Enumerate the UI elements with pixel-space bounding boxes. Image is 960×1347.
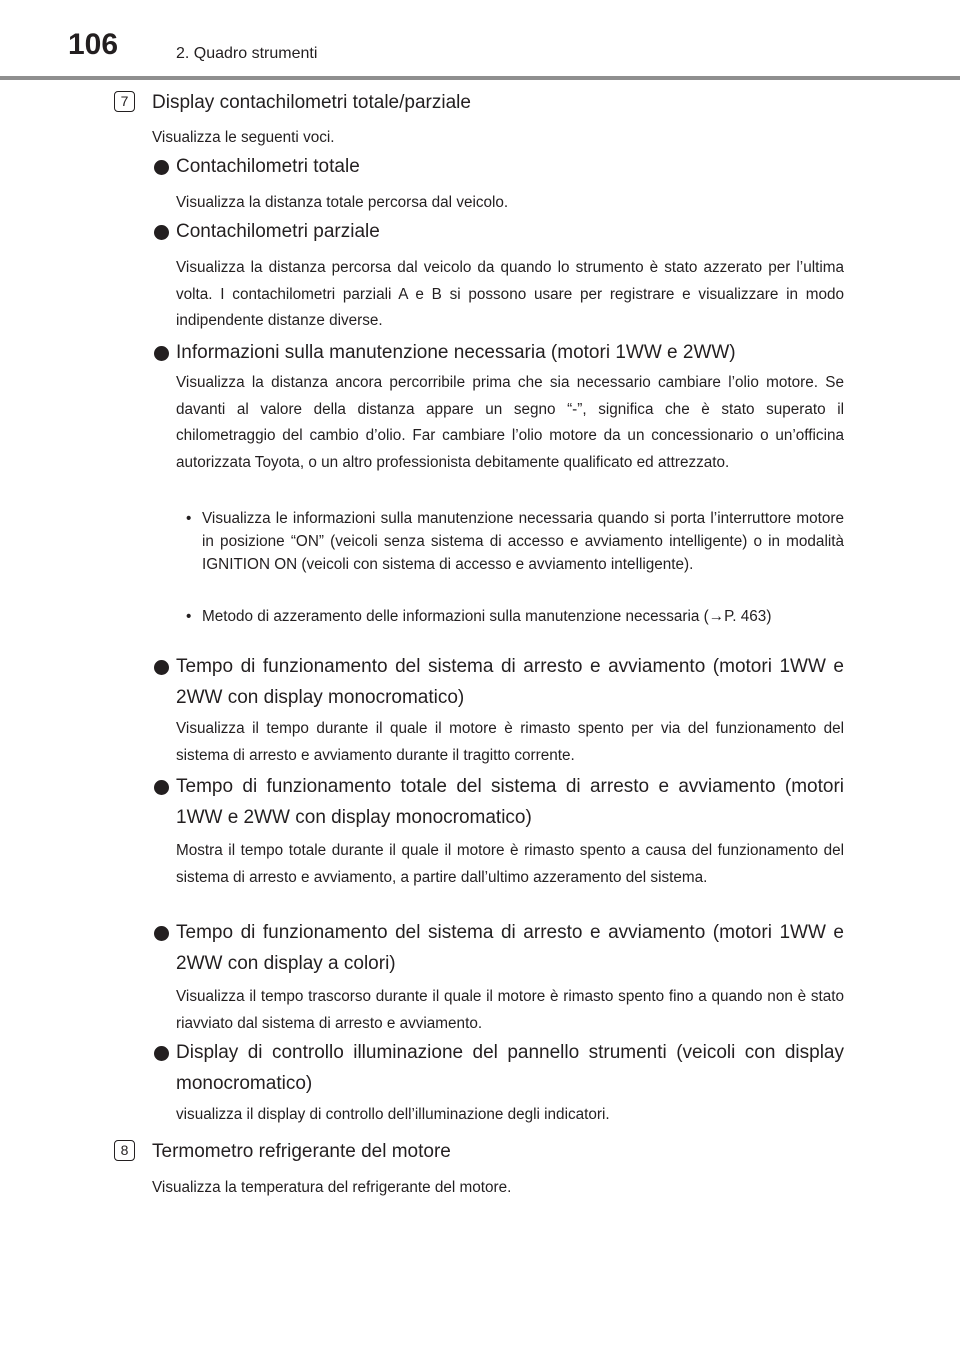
item-title: Tempo di funzionamento del sistema di arresto e avviamento (motori 1WW e 2WW con display a colori) [176, 922, 844, 974]
item-text: Visualizza la distanza percorsa dal veicolo da quando lo strumento è stato azzerato per l’ultima volta. I contachilometri parziali A e B si possono usare per registrare e visualizzare in modo indipendente distanze diverse. [176, 259, 844, 329]
item-text: Visualizza il tempo durante il quale il motore è rimasto spento per via del funzionamento del sistema di arresto e avviamento durante il tragitto corrente. [176, 720, 844, 764]
note-item [186, 507, 844, 576]
bullet-icon [154, 660, 169, 675]
header-divider [0, 76, 960, 80]
section-intro: Visualizza la temperatura del refrigerante del motore. [152, 1179, 512, 1196]
item-text: Visualizza il tempo trascorso durante il quale il motore è rimasto spento fino a quando non è stato riavviato dal sistema di arresto e avviamento. [176, 988, 844, 1032]
bullet-icon [154, 1046, 169, 1061]
section-marker-8: 8 [114, 1140, 135, 1161]
item-title: Tempo di funzionamento totale del sistema di arresto e avviamento (motori 1WW e 2WW con display monocromatico) [176, 776, 844, 828]
item-title: Tempo di funzionamento del sistema di arresto e avviamento (motori 1WW e 2WW con display monocromatico) [176, 656, 844, 708]
note-item [186, 605, 844, 628]
bullet-icon [154, 780, 169, 795]
section-marker-7: 7 [114, 91, 135, 112]
bullet-icon [154, 225, 169, 240]
item-title: Display di controllo illuminazione del pannello strumenti (veicoli con display monocromatico) [176, 1042, 844, 1094]
item-text: Mostra il tempo totale durante il quale il motore è rimasto spento a causa del funzionamento del sistema di arresto e avviamento, a partire dall’ultimo azzeramento del sistema. [176, 842, 844, 886]
chapter-title: 2. Quadro strumenti [176, 45, 318, 62]
page-number: 106 [68, 28, 119, 61]
note-text: Metodo di azzeramento delle informazioni sulla manutenzione necessaria (→P. 463) [202, 608, 772, 625]
section-intro: Visualizza le seguenti voci. [152, 129, 335, 146]
dot-bullet-icon: • [186, 510, 192, 527]
page-header [0, 0, 960, 80]
note-text: Visualizza le informazioni sulla manutenzione necessaria quando si porta l’interruttore motore in posizione “ON” (veicoli senza sistema di accesso e avviamento intelligente) o in modalità IGNITION ON (veicoli con sistema di accesso e avviamento intelligente). [202, 510, 844, 573]
item-text: Visualizza la distanza totale percorsa dal veicolo. [176, 194, 509, 211]
item-title: Informazioni sulla manutenzione necessaria (motori 1WW e 2WW) [176, 342, 736, 363]
item-text: visualizza il display di controllo dell’illuminazione degli indicatori. [176, 1106, 610, 1123]
section-title: Display contachilometri totale/parziale [152, 92, 471, 113]
bullet-icon [154, 160, 169, 175]
item-text: Visualizza la distanza ancora percorribile prima che sia necessario cambiare l’olio motore. Se davanti al valore della distanza appare un segno “-”, significa che è stato superato il chilometraggio del cambio d’olio. Far cambiare l’olio motore da un concessionario o un’officina autorizzata Toyota, o un altro professionista debitamente qualificato ed attrezzato. [176, 374, 844, 471]
section-title: Termometro refrigerante del motore [152, 1141, 451, 1162]
item-title: Contachilometri totale [176, 156, 360, 177]
item-title: Contachilometri parziale [176, 221, 380, 242]
bullet-icon [154, 926, 169, 941]
bullet-icon [154, 346, 169, 361]
dot-bullet-icon: • [186, 608, 192, 625]
